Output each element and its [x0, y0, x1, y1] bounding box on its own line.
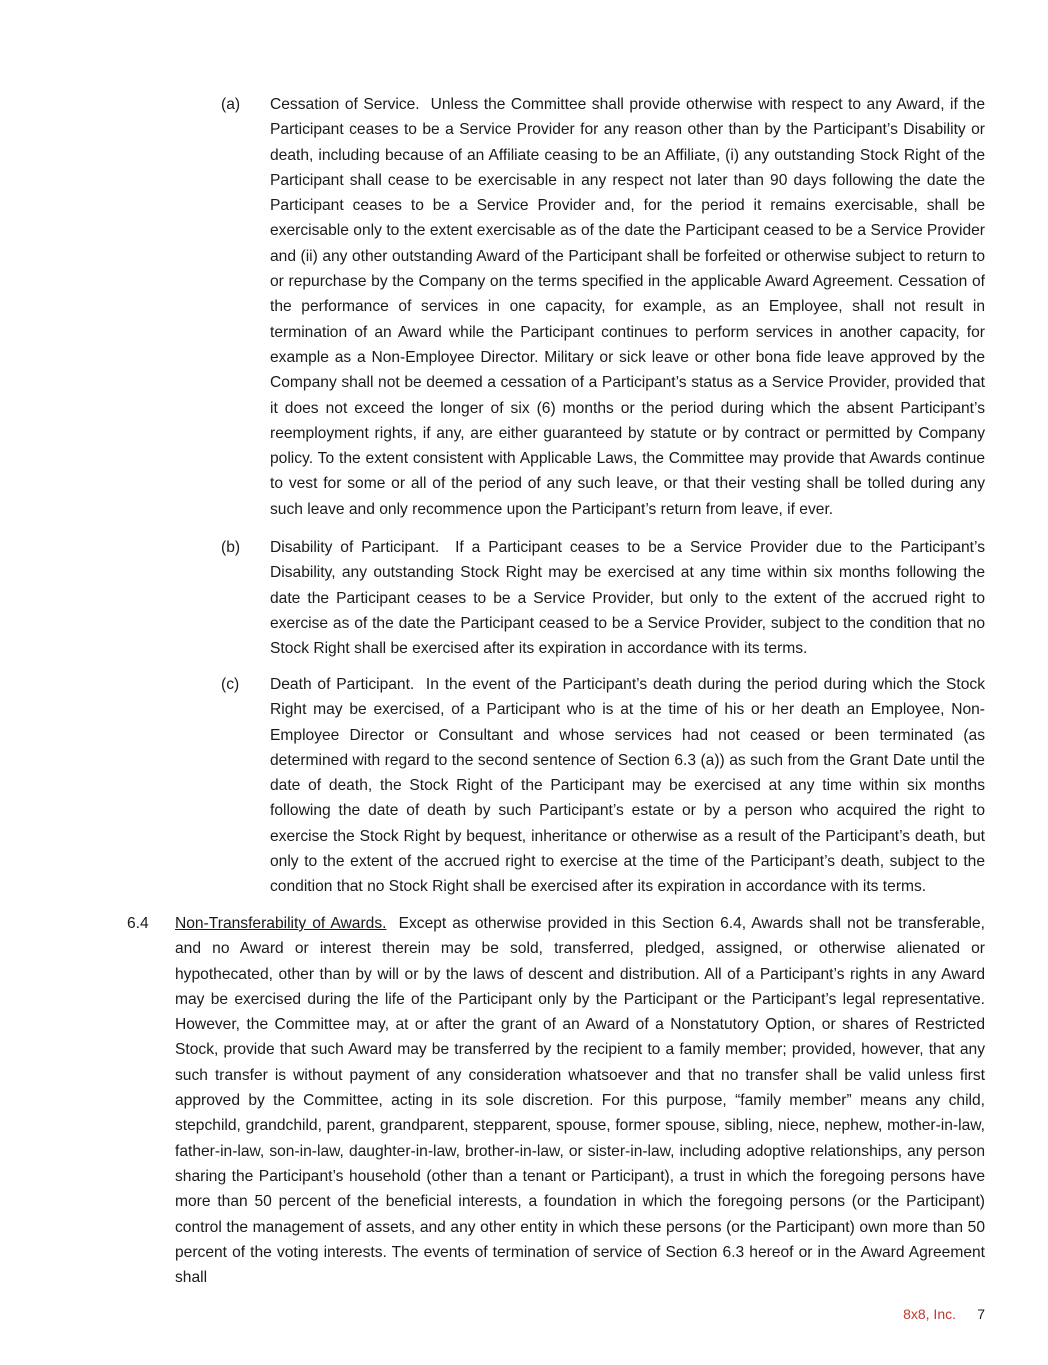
- clause-a-label: (a): [221, 96, 241, 113]
- section-6-4: [175, 911, 985, 1290]
- page-number: 7: [977, 1306, 985, 1322]
- clause-c-heading: Death of Participant.: [270, 676, 415, 693]
- clause-c-label: (c): [221, 676, 240, 693]
- clause-a: [270, 92, 985, 522]
- section-number: 6.4: [127, 915, 149, 932]
- footer-company: 8x8, Inc.: [903, 1306, 956, 1322]
- section-text: Except as otherwise provided in this Section 6.4, Awards shall not be transferable, and no Award or interest therein may be sold, transferred, pledged, assigned, or otherwise alienated or hypothecated, other than by will or by the laws of descent and distribution. All of a Participant’s rights in any Award may be exercised during the life of the Participant only by the Participant or the Participant’s legal representative. However, the Committee may, at or after the grant of an Award of a Nonstatutory Option, or shares of Restricted Stock, provide that such Award may be transferred by the recipient to a family member; provided, however, that any such transfer is without payment of any consideration whatsoever and that no transfer shall be valid unless first approved by the Committee, acting in its sole discretion. For this purpose, “family member” means any child, stepchild, grandchild, parent, grandparent, stepparent, spouse, former spouse, sibling, niece, nephew, mother-in-law, father-in-law, son-in-law, daughter-in-law, brother-in-law, or sister-in-law, including adoptive relationships, any person sharing the Participant’s household (other than a tenant or Participant), a trust in which the foregoing persons have more than 50 percent of the beneficial interests, a foundation in which the foregoing persons (or the Participant) control the management of assets, and any other entity in which these persons (or the Participant) own more than 50 percent of the voting interests. The events of termination of service of Section 6.3 hereof or in the Award Agreement shall: [175, 915, 985, 1287]
- clause-b-text: If a Participant ceases to be a Service Provider due to the Participant’s Disability, any outstanding Stock Right may be exercised at any time within six months following the date the Participant ceases to be a Service Provider, but only to the extent of the accrued right to exercise as of the date the Participant ceased to be a Service Provider, subject to the condition that no Stock Right shall be exercised after its expiration in accordance with its terms.: [270, 539, 985, 658]
- clause-a-text: Unless the Committee shall provide otherwise with respect to any Award, if the Participant ceases to be a Service Provider for any reason other than by the Participant’s Disability or death, including because of an Affiliate ceasing to be an Affiliate, (i) any outstanding Stock Right of the Participant shall cease to be exercisable in any respect not later than 90 days following the date the Participant ceases to be a Service Provider and, for the period it remains exercisable, shall be exercisable only to the extent exercisable as of the date the Participant ceased to be a Service Provider and (ii) any other outstanding Award of the Participant shall be forfeited or otherwise subject to return to or repurchase by the Company on the terms specified in the applicable Award Agreement. Cessation of the performance of services in one capacity, for example, as an Employee, shall not result in termination of an Award while the Participant continues to perform services in another capacity, for example as a Non-Employee Director. Military or sick leave or other bona fide leave approved by the Company shall not be deemed a cessation of a Participant’s status as a Service Provider, provided that it does not exceed the longer of six (6) months or the period during which the absent Participant’s reemployment rights, if any, are either guaranteed by statute or by contract or permitted by Company policy. To the extent consistent with Applicable Laws, the Committee may provide that Awards continue to vest for some or all of the period of any such leave, or that their vesting shall be tolled during any such leave and only recommence upon the Participant’s return from leave, if ever.: [270, 96, 985, 518]
- clause-c: [270, 672, 985, 900]
- section-heading: Non-Transferability of Awards.: [175, 915, 387, 932]
- clause-b-heading: Disability of Participant.: [270, 539, 440, 556]
- clause-c-text: In the event of the Participant’s death during the period during which the Stock Right may be exercised, of a Participant who is at the time of his or her death an Employee, Non-Employee Director or Consultant and whose services had not ceased or been terminated (as determined with regard to the second sentence of Section 6.3 (a)) as such from the Grant Date until the date of death, the Stock Right of the Participant may be exercised at any time within six months following the date of death by such Participant’s estate or by a person who acquired the right to exercise the Stock Right by bequest, inheritance or otherwise as a result of the Participant’s death, but only to the extent of the accrued right to exercise at the time of the Participant’s death, subject to the condition that no Stock Right shall be exercised after its expiration in accordance with its terms.: [270, 676, 985, 896]
- clause-a-heading: Cessation of Service.: [270, 96, 420, 113]
- clause-b-label: (b): [221, 539, 241, 556]
- clause-b: [270, 535, 985, 661]
